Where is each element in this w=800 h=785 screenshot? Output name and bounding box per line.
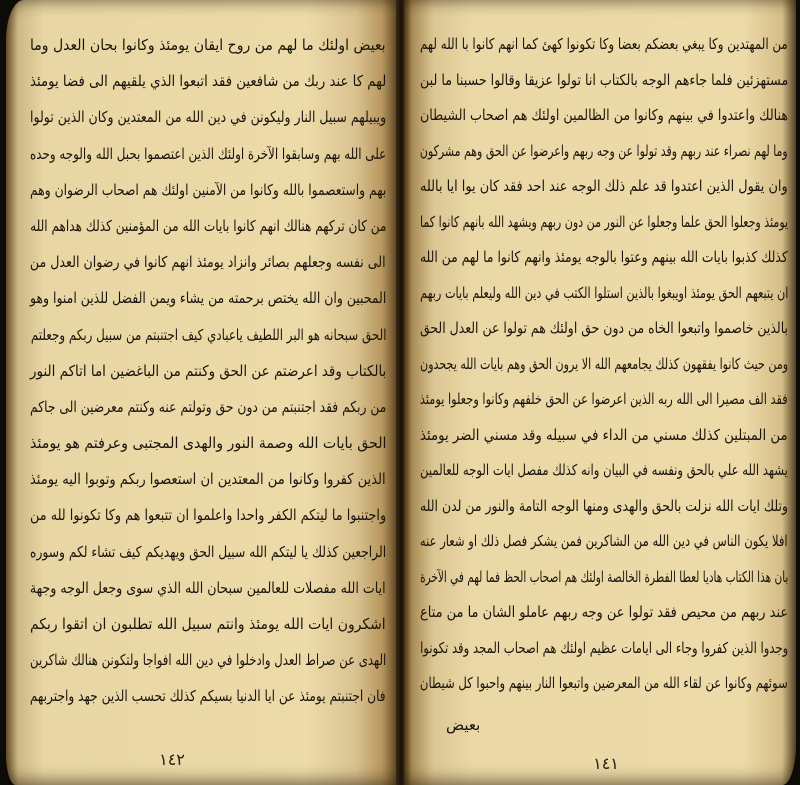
- right-page: [404, 0, 796, 785]
- line-text: من المبتلين كذلك مسني من الداء في سبيله وقد مسني الضر يومئذ: [420, 425, 788, 444]
- manuscript-line: [30, 244, 386, 280]
- manuscript-line: [420, 382, 788, 418]
- line-text: وجدوا الذين كفروا وجاء الى ايامات عظيم اولئك هم اصحاب المجد وقد تكونوا: [419, 638, 788, 657]
- manuscript-line: [30, 208, 386, 244]
- line-text: بان هذا الكتاب هاديا لعطا الفطرة الخالصة اولئك هم اصحاب الحظ فما لهم في الآخرة: [419, 567, 788, 586]
- manuscript-line: [420, 418, 788, 454]
- manuscript-line: [420, 347, 788, 383]
- line-text: بالكتاب وقد اعرضتم عن الحق وكنتم من الباغضين اما اتاكم النور: [29, 361, 386, 380]
- line-text: عند ربهم من محيص فقد تولوا عن وجه ربهم عاملو الشان ما من متاع: [419, 603, 788, 621]
- manuscript-line: [30, 353, 386, 389]
- manuscript-line: [30, 63, 386, 99]
- manuscript-line: [30, 642, 386, 678]
- manuscript-line: [420, 560, 788, 596]
- manuscript-line: [30, 99, 386, 135]
- line-text: كذلك كذبوا بايات الله بينهم وعتوا بالوجه يومئذ وانهم كانوا ما لهم من الله: [420, 248, 788, 266]
- manuscript-line: [30, 678, 386, 714]
- manuscript-line: [420, 205, 788, 241]
- manuscript-line: [420, 240, 788, 276]
- line-text: يشهد الله علي بالحق ونفسه في البيان وانه كذلك مفصل ايات الوجه للعالمين: [420, 461, 788, 479]
- line-text: ومن حيث كانوا يفقهون كذلك يجامعهم الله الا يرون الحق وهم بايات الله يجحدون: [419, 354, 788, 373]
- manuscript-line: [30, 317, 386, 353]
- manuscript-line: [30, 425, 386, 461]
- line-text: افلا يكون الناس في دين الله من الشاكرين فمن يشكر فصل ذلك او شعار عنه: [420, 532, 788, 550]
- line-text: وان يقول الذين اعتدوا قد علم ذلك الوجه عند احد فقد كان يوا ايا بالله: [420, 177, 788, 195]
- line-text: الذين كفروا وكانوا من المعتدين ان استعصوا ربكم وتوبوا اليه يومئذ: [30, 470, 386, 489]
- manuscript-line: [420, 98, 788, 134]
- manuscript-line: [420, 453, 788, 489]
- manuscript-line: [420, 27, 788, 63]
- line-text: الحق سبحانه هو البر اللطيف ياعبادي كيف اجتنبتم من سبيل ربكم وجعلتم: [30, 325, 386, 344]
- text-block: [420, 27, 788, 702]
- manuscript-line: [30, 389, 386, 425]
- manuscript-line: [30, 136, 386, 172]
- manuscript-line: [30, 534, 386, 570]
- manuscript-line: [420, 276, 788, 312]
- manuscript-line: [420, 489, 788, 525]
- line-text: من المهتدين وكا يبغي بعضكم بعضا وكا تكونوا كهئ كما انهم كانوا با الله لهم: [420, 35, 788, 53]
- line-text: الى نفسه وجعلهم بصائر وانزاد يومئذ انهم كانوا في رضوان العدل من: [30, 253, 386, 272]
- line-text: الراجعين كذلك يا ليتكم الله سبيل الحق ويهديكم كيف تشاء لكم وسوره: [29, 542, 386, 561]
- line-text: لهم كا عند ربك من شافعين فقد اتبعوا الذي يلقيهم الى فضا يومئذ: [29, 72, 386, 91]
- line-text: على الله بهم وسابقوا الآخرة اولئك الذين اعتصموا بحبل الله والوجه وحده: [29, 144, 386, 163]
- line-text: ايات الله مفصلات للعالمين سبحان الله الذي سوى وجعل الوجه وجهة: [30, 578, 386, 597]
- line-text: هنالك واعتدوا في بينهم وكانوا من الظالمين اولئك هم اصحاب الشيطان: [419, 106, 788, 124]
- manuscript-line: [420, 524, 788, 560]
- manuscript-line: [30, 497, 386, 533]
- left-page: [6, 0, 398, 785]
- line-text: اشكرون ايات الله يومئذ وانتم سبيل الله تطلبون ان اتقوا ربكم: [30, 615, 386, 633]
- line-text: المحبين وان الله يختص برحمته من يشاء ويمن الفضل للذين امنوا وهو: [29, 289, 386, 308]
- manuscript-line: [30, 172, 386, 208]
- line-text: بعيض اولئك ما لهم من روح ايقان يومئذ وكانوا بحان العدل وما: [30, 36, 386, 54]
- manuscript-line: [420, 631, 788, 667]
- manuscript-line: [30, 461, 386, 497]
- line-text: فقد الف مصيرا الى الله ربه الذين اعرضوا عن الحق خلفهم وكانوا وجعلوا يومئذ: [420, 390, 788, 408]
- manuscript-line: [30, 280, 386, 316]
- catchword: بعيض: [446, 716, 481, 734]
- manuscript-line: [420, 311, 788, 347]
- line-text: مستهزئين فلما جاءهم الوجه بالكتاب انا تولوا عزيقا وقالوا حسبنا ما لبن: [419, 70, 788, 89]
- line-text: الهدى عن صراط العدل وادخلوا في دين الله افواجا ولتكونن هنالك شاكرين: [29, 651, 386, 670]
- line-text: من ربكم فقد اجتنبتم من دون حق وتولتم عنه وكنتم معرضين الى جاكم: [29, 397, 386, 416]
- text-block: [30, 27, 386, 715]
- manuscript-line: [30, 570, 386, 606]
- line-text: من كان تركهم هنالك انهم كانوا بايات الله من المؤمنين كذلك هداهم الله: [29, 216, 386, 235]
- line-text: بهم واستعصموا بالله وكانوا من الآمنين اولئك هم اصحاب الرضوان وهم: [29, 180, 386, 199]
- line-text: فان اجتنبتم يومئذ عن ايا الدنيا بسيكم كذلك تحسب الذين جهد واجتربهم: [30, 687, 386, 706]
- page-number: ١٤٢: [159, 750, 185, 769]
- line-text: وتلك ايات الله نزلت بالحق والهدى ومنها الوجه التامة والنور من لدن الله: [420, 496, 788, 515]
- manuscript-line: [420, 169, 788, 205]
- manuscript-line: [30, 27, 386, 63]
- page-number: ١٤١: [593, 754, 619, 773]
- line-text: واجتنبوا ما ليتكم الكفر واحدا واعلموا ان تتبعوا هم وكا تكونوا لله من: [29, 506, 386, 525]
- line-text: بالذين خاصموا واتبعوا الخاه من دون حق اولئك هم تولوا عن العدل الحق: [420, 319, 788, 337]
- line-text: سوئهم وكانوا عن لقاء الله من المعرضين واتبعوا النار بينهم واحبوا كل شيطان: [420, 674, 788, 692]
- manuscript-line: [30, 606, 386, 642]
- manuscript-line: [420, 666, 788, 702]
- line-text: ويبيلهم سبيل النار وليكونن في دين الله من المعتدين وكان الذين تولوا: [29, 108, 386, 127]
- line-text: ان يتبعهم الحق يومئذ اويبغوا بالذين استلوا الكتب في دين الله وليعلم بايات ربهم: [419, 283, 788, 302]
- manuscript-line: [420, 63, 788, 99]
- line-text: يومئذ وجعلوا الحق علما وجعلوا عن النور من دون ربهم ويشهد الله بانهم كانوا كما: [419, 212, 788, 231]
- manuscript-line: [420, 595, 788, 631]
- line-text: وما لهم نصراء عند ربهم وقد تولوا عن وجه ربهم واعرضوا عن الحق وهم مشركون: [420, 141, 788, 160]
- manuscript-line: [420, 134, 788, 170]
- line-text: الحق بايات الله وصمة النور والهدى المجتبى وعرفتم هو يومئذ: [29, 434, 386, 453]
